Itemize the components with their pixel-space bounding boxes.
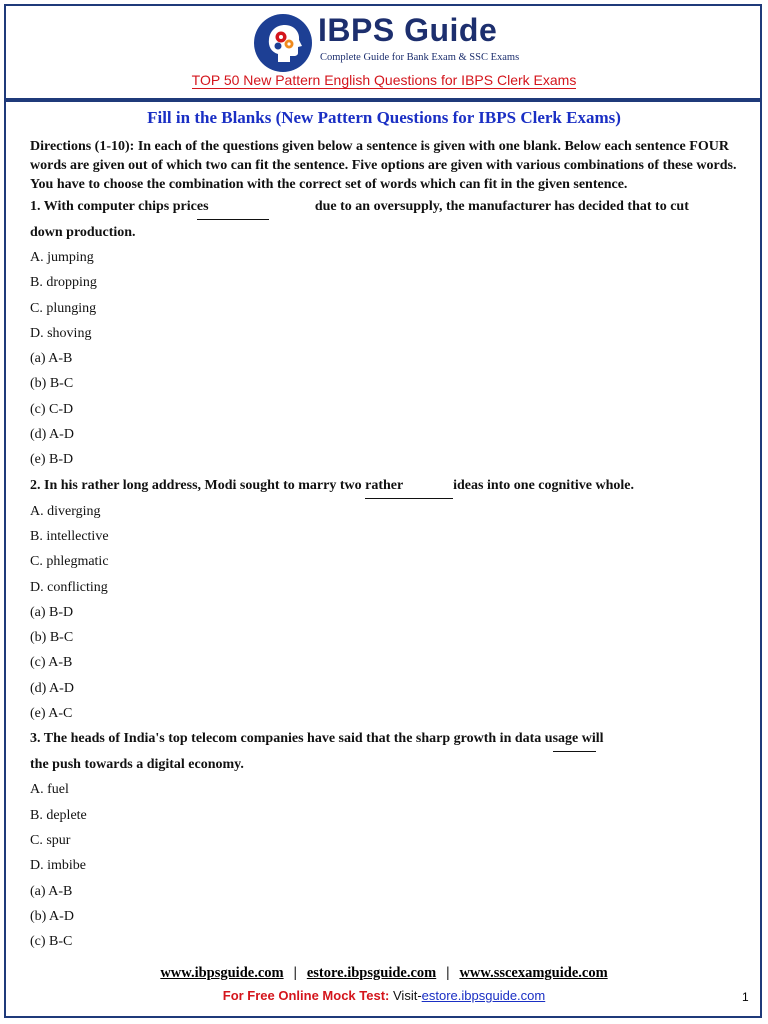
mock-test-label: For Free Online Mock Test: xyxy=(222,988,390,1003)
question-2 xyxy=(30,473,746,499)
separator: | xyxy=(446,965,450,981)
header xyxy=(0,10,768,92)
word-option: A. diverging xyxy=(30,503,101,519)
word-option: C. phlegmatic xyxy=(30,554,109,570)
answer-option: (e) B-D xyxy=(30,452,74,468)
section-title: Fill in the Blanks (New Pattern Questions for IBPS Clerk Exams) xyxy=(147,108,621,127)
word-option: D. shoving xyxy=(30,325,92,341)
question-text: due to an oversupply, the manufacturer has decided that to cut xyxy=(314,199,689,214)
question-1 xyxy=(30,194,746,220)
head-gears-icon xyxy=(264,22,304,64)
question-1-cont: down production. xyxy=(30,225,136,240)
question-text: 2. In his rather long address, Modi sought to marry two xyxy=(30,477,366,493)
answer-option: (b) B-C xyxy=(30,376,74,392)
blank: es xyxy=(197,194,269,220)
header-rule xyxy=(6,98,760,102)
answer-option: (a) A-B xyxy=(30,351,73,367)
word-option: B. intellective xyxy=(30,528,109,544)
question-text: 3. The heads of India's top telecom companies have said that the sharp growth in data u xyxy=(30,731,553,747)
footer-link-estore[interactable]: estore.ibpsguide.com xyxy=(306,965,437,981)
content xyxy=(30,137,746,954)
answer-option: (c) C-D xyxy=(30,401,74,417)
footer-link-ibpsguide[interactable]: www.ibpsguide.com xyxy=(160,965,284,981)
answer-option: (d) A-D xyxy=(30,427,74,443)
answer-option: (c) B-C xyxy=(30,934,73,950)
footer-link-sscexamguide[interactable]: www.sscexamguide.com xyxy=(459,965,608,981)
directions: Directions (1-10): In each of the questions given below a sentence is given with one blank. Below each sentence FOUR words are given out of which two can fit the sentence. Five options are given with various combinations of these words. You have to choose the combination with the correct set of words which can fit in the given sentence. xyxy=(30,139,737,192)
word-option: D. conflicting xyxy=(30,579,108,595)
word-option: B. deplete xyxy=(30,807,87,823)
word-option: C. plunging xyxy=(30,300,97,316)
word-option: B. dropping xyxy=(30,275,97,291)
question-text: ideas into one cognitive whole. xyxy=(453,477,634,493)
question-text: 1. With computer chips pric xyxy=(30,199,197,214)
word-option: D. imbibe xyxy=(30,858,86,874)
answer-option: (d) A-D xyxy=(30,680,74,696)
question-3 xyxy=(30,726,746,752)
answer-option: (e) A-C xyxy=(30,706,73,722)
word-option: A. jumping xyxy=(30,250,94,265)
mock-test-visit: Visit- xyxy=(393,988,422,1003)
footer-links xyxy=(0,965,768,982)
answer-option: (b) A-D xyxy=(30,908,74,924)
blank: rather xyxy=(365,473,453,499)
mock-test-link[interactable]: estore.ibpsguide.com xyxy=(421,988,546,1003)
top-title[interactable] xyxy=(0,72,768,88)
answer-option: (b) B-C xyxy=(30,630,74,646)
separator: | xyxy=(293,965,297,981)
logo[interactable] xyxy=(254,12,534,72)
question-3-cont: the push towards a digital economy. xyxy=(30,757,244,773)
answer-option: (a) B-D xyxy=(30,604,74,620)
word-option: C. spur xyxy=(30,832,71,848)
logo-tagline: Complete Guide for Bank Exam & SSC Exams xyxy=(320,52,520,63)
footer-mock-test xyxy=(0,988,768,1003)
answer-option: (c) A-B xyxy=(30,655,73,671)
word-option: A. fuel xyxy=(30,782,69,798)
logo-title: IBPS Guide xyxy=(318,12,498,48)
page-number: 1 xyxy=(742,990,749,1004)
answer-option: (a) A-B xyxy=(30,883,73,899)
top-title-text: TOP 50 New Pattern English Questions for IBPS Clerk Exams xyxy=(191,72,577,88)
question-text: ll xyxy=(595,731,604,747)
blank: sage wi xyxy=(553,726,596,752)
